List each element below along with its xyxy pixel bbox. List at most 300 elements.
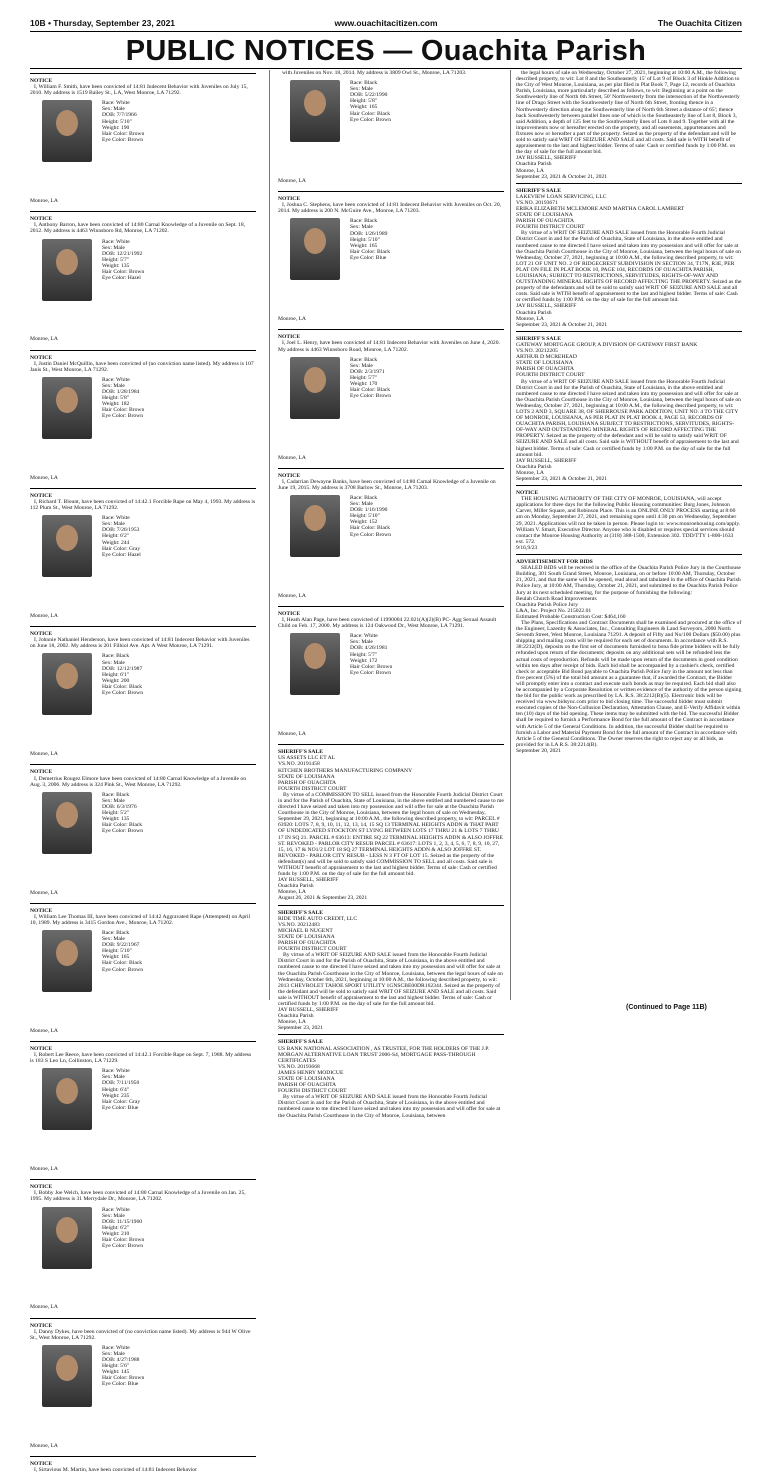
sheriff-sale: [516, 183, 742, 328]
offender-attributes: [102, 100, 144, 143]
sale-line: LAKEVIEW LOAN SERVICING, LLC: [516, 193, 607, 200]
sale-line: STATE OF LOUISIANA: [278, 773, 335, 780]
offender-attributes: [350, 495, 391, 538]
offender-photo: [42, 1207, 92, 1269]
bids-project-line: L&A, Inc. Project No. 215022.01: [516, 607, 592, 614]
offender-attributes: [350, 218, 390, 261]
housing-title: NOTICE: [516, 490, 539, 497]
attr-weight: Weight: 244: [102, 539, 130, 546]
paper-name: The Ouachita Citizen: [657, 18, 742, 28]
sale-signature: Ouachita Parish: [278, 1013, 314, 1020]
sale-line: STATE OF LOUISIANA: [278, 1076, 335, 1082]
attr-eye: Eye Color: Brown: [350, 531, 392, 538]
sale-line: PARISH OF OUACHITA: [278, 779, 337, 786]
continued-label: (Continued to Page 11B): [626, 1004, 707, 1011]
sale-line: FOURTH DISTRICT COURT: [278, 946, 347, 953]
offender-photo: [42, 653, 92, 715]
offender-details: [278, 491, 504, 603]
column-1: [30, 70, 256, 1473]
attr-weight: Weight: 152: [350, 519, 378, 526]
offender-details: [30, 1341, 256, 1453]
masthead-rule: [30, 68, 742, 69]
attr-height: Height: 5'10": [102, 948, 132, 955]
attr-race: Race: Black: [102, 653, 130, 660]
attr-eye: Eye Color: Blue: [350, 254, 387, 261]
notice-title: NOTICE: [278, 196, 301, 203]
offender-details: [30, 373, 256, 485]
sale-continued: [516, 70, 742, 180]
offender-details: [30, 235, 256, 347]
header-rule: [30, 31, 742, 32]
attr-eye: Eye Color: Blue: [102, 1381, 139, 1388]
sale-text: By virtue of a COMMISSION TO SELL issued from the Honorable Fourth Judicial District Court in and for the Parish of Ouachita, State of Louisiana, in the above entitled and numbered cause to me directed I have seized and taken into my possession and will offer for sale at the Ouachita Parish Courthouse in the City of Monroe, Louisiana, between the legal hours of sale on Wednesday, September 29, 2021, beginning at 10:00 A.M., the following described property, to wit: PARCEL # 63920: LOTS 7, 8, 9, 10, 11, 12, 13, 14, 15 SQ 13 TERMINAL HEIGHTS ADDN & THAT PART OF UNDEDICATED STOCKTON ST LYING BETWEEN LOTS 17 THRU 21 & LOTS 7 THRU 17 IN SQ 21. PARCEL # 63613: ENTIRE SQ 22 TERMINAL HEIGHTS ADDN & ALSO JOFFRE ST. REVOKED - PARLOR CITY RESUB PARCEL # 63617: LOTS 1, 2, 3, 4, 5, 6, 7, 8, 9, 10, 27, 15, 16, 17 & NO1/2 LOT 18 SQ 27 TERMINAL HEIGHTS ADDN & ALSO JOFFRE ST. REVOKED - PARLOR CITY RESUB - LESS N 3 FT OF LOT 15. Seized as the property of the defendant(s) and will be sold to satisfy said COMMISSION TO SELL and all costs. Said sale is WITHOUT benefit of appraisement to the last and highest bidder. Terms of sale: Cash or certified funds by 1:00 P.M. on the day of sale for the full amount bid.: [278, 791, 504, 878]
sale-title: SHERIFF'S SALE: [278, 749, 323, 756]
sale-line: RIDE TIME AUTO CREDIT, LLC: [278, 915, 358, 922]
attr-race: Race: White: [102, 515, 130, 522]
sale-line: FOURTH DISTRICT COURT: [516, 372, 585, 379]
housing-notice: [516, 485, 742, 551]
bids-date: September 20, 2021: [516, 747, 561, 754]
attr-height: Height: 5'7": [102, 256, 130, 263]
notice-body: I, Danny Dykes, have been convicted of (no conviction name listed). My address is 944 W Olive St., West Monroe, LA 71292.: [30, 1328, 251, 1341]
offender-notice: [30, 350, 256, 485]
attr-dob: DOB: 1/26/1989: [350, 230, 388, 237]
sale-line: STATE OF LOUISIANA: [278, 933, 335, 940]
attr-sex: Sex: Male: [102, 106, 125, 113]
sale-signature: Ouachita Parish: [516, 309, 552, 316]
offender-details: [30, 926, 256, 1038]
notice-title: NOTICE: [278, 610, 301, 617]
sale-signature: JAY RUSSELL, SHERIFF: [516, 303, 577, 310]
notice-body: I, Sirtavious M. Martin, have been convicted of 14:81 Indecent Behavior: [34, 1466, 197, 1473]
sale-title: SHERIFF'S SALE: [516, 187, 561, 194]
sale-signature: JAY RUSSELL, SHERIFF: [278, 877, 339, 884]
sale-signature: Ouachita Parish: [516, 161, 552, 168]
attr-dob: DOB: 5/22/1990: [350, 92, 388, 99]
attr-weight: Weight: 135: [102, 262, 130, 269]
attr-weight: Weight: 235: [102, 1092, 130, 1099]
sale-signature: Monroe, LA: [278, 889, 306, 896]
attr-hair: Hair Color: Brown: [102, 130, 145, 137]
attr-hair: Hair Color: Black: [350, 387, 391, 394]
attr-height: Height: 5'6": [102, 1363, 130, 1370]
attr-race: Race: Black: [350, 356, 378, 363]
attr-height: Height: 5'8": [102, 395, 130, 402]
attr-height: Height: 5'7": [350, 651, 378, 658]
sale-line: PARISH OF OUACHITA: [516, 218, 575, 225]
sale-line: VS.NO. 20212483: [278, 921, 320, 928]
offender-notice: [30, 764, 256, 899]
attr-sex: Sex: Male: [102, 797, 125, 804]
offender-city: Monroe, LA: [30, 1166, 58, 1173]
attr-sex: Sex: Male: [102, 1350, 125, 1357]
offender-notice: [30, 626, 256, 761]
notice-body: I, William Lee Thomas III, have been convicted of 14:42 Aggravated Rape (Attempted) on April 10, 1989. My address is 3415 Gordon Ave., Monroe, LA 71202.: [30, 913, 251, 926]
bids-project-line: Estimated Probable Construction Cost: $464,160: [516, 613, 626, 620]
offender-details: [278, 214, 504, 326]
attr-race: Race: Black: [350, 494, 378, 501]
offender-photo: [42, 239, 92, 301]
offender-attributes: [102, 239, 144, 282]
attr-sex: Sex: Male: [102, 1074, 125, 1081]
offender-notice: [278, 191, 504, 326]
attr-weight: Weight: 200: [102, 677, 130, 684]
offender-photo: [290, 495, 340, 557]
sale-signature: August 26, 2021 & September 23, 2021: [278, 895, 368, 902]
notice-body: I, Justin Daniel McQuillin, have been convicted of (no conviction name listed). My address is 107 Janis St., West Monroe, LA 71292.: [30, 360, 254, 373]
notice-body: I, Joshua C. Stephens, have been convicted of 14:81 Indecent Behavior with Juveniles on Oct. 20, 2014. My address is 200 N. McGuire Ave., Monroe, LA 71203.: [278, 202, 502, 215]
attr-hair: Hair Color: Black: [102, 960, 143, 967]
sheriff-sale: [278, 905, 504, 1032]
attr-weight: Weight: 170: [350, 381, 378, 388]
attr-sex: Sex: Male: [350, 362, 373, 369]
offender-city: Monroe, LA: [278, 178, 306, 184]
sale-line: FOURTH DISTRICT COURT: [278, 785, 347, 792]
notice-title: NOTICE: [30, 1045, 53, 1052]
notice-title: NOTICE: [30, 1322, 53, 1329]
bids-text: SEALED BIDS will be received in the office of the Ouachita Parish Police Jury in the Courthouse Building, 301 South Grand Street, Monroe, Louisiana, on or before 10:00 AM, Thursday, October 21, 2021, and that the same will be opened, read aloud and tabulated in the office of Ouachita Parish Police Jury, at 10:00 AM, Thursday, October 21, 2021, and submitted to the Ouachita Parish Police Jury at its next scheduled meeting, for the purpose of furnishing the following:: [516, 565, 741, 596]
attr-height: Height: 5'10": [350, 236, 380, 243]
attr-sex: Sex: Male: [350, 639, 373, 646]
notice-body: I, Joel L. Henry, have been convicted of 14:81 Indecent Behavior with Juveniles on June 4, 2020. My address is 4463 Winnsboro Road, Monroe, LA 71202.: [278, 340, 500, 353]
sale-line: ERIKA ELIZABETH MCLEMORE AND MARTHA CAROL LAMBERT: [516, 205, 685, 212]
offender-attributes: [102, 377, 144, 420]
sale-line: GATEWAY MORTGAGE GROUP, A DIVISION OF GATEWAY FIRST BANK: [516, 341, 698, 348]
sale-signature: September 23, 2021 & October 21, 2021: [516, 476, 608, 482]
attr-eye: Eye Color: Brown: [350, 669, 392, 676]
attr-height: Height: 5'7": [350, 374, 378, 381]
column-divider: [269, 70, 270, 1000]
offender-city: Monroe, LA: [30, 751, 58, 758]
notice-title: NOTICE: [30, 492, 53, 499]
sheriff-sale: [278, 1034, 504, 1118]
attr-race: Race: Black: [102, 929, 130, 936]
offender-photo: [290, 633, 340, 695]
offender-photo: [290, 80, 340, 142]
bids-project-line: Ouachita Parish Police Jury: [516, 601, 578, 608]
sale-signature: Monroe, LA: [516, 167, 544, 174]
attr-dob: DOB: 12/12/1987: [102, 665, 143, 672]
offender-attributes: [102, 653, 143, 696]
offender-notice: [278, 606, 504, 741]
offender-notice: [278, 329, 504, 464]
column-2: [278, 70, 504, 1119]
attr-sex: Sex: Male: [102, 244, 125, 251]
sale-line: MICHAEL B NUGENT: [278, 927, 333, 934]
attr-weight: Weight: 172: [350, 657, 378, 664]
attr-eye: Eye Color: Brown: [102, 689, 144, 696]
sale-line: US BANK NATIONAL ASSOCIATION , AS TRUSTEE, FOR THE HOLDERS OF THE J.P. MORGAN ALTERNATIVE LOAN TRUST 2006-S4, MORTGAGE PASS-THROUGH CERTIFICATES: [278, 1045, 490, 1064]
attr-sex: Sex: Male: [350, 501, 373, 508]
sale-text: By virtue of a WRIT OF SEIZURE AND SALE issued from the Honorable Fourth Judicial District Court in and for the Parish of Ouachita, State of Louisiana, in the above entitled and numbered cause to me directed I have seized and taken into my possession and will offer for sale at the Ouachita Parish Courthouse in the City of Monroe, Louisiana, between the legal hours of sale on Wednesday, October 27, 2021, beginning at 10:00 A.M., the following described property, to wit: LOTS 2 AND 3, SQUARE 38, OF SHERROUSE PARK ADDITION, UNIT NO. 4 TO THE CITY OF MONROE, LOUISIANA, AS PER PLAT IN PLAT BOOK 4, PAGE 53, RECORDS OF OUACHITA PARISH, LOUISIANA SUBJECT TO RESTRICTIONS, SERVITUDES, RIGHTS-OF-WAY AND OUTSTANDING MINERAL RIGHTS OF RECORD AFFECTING THE PROPERTY. Seized as the property of the defendant and will be sold to satisfy said WRIT OF SEIZURE AND SALE and all costs. Said sale is WITHOUT benefit of appraisement to the last and highest bidder. Terms of sale: Cash or certified funds by 1:00 P.M. on the day of sale for the full amount bid.: [516, 378, 741, 458]
sale-signature: JAY RUSSELL, SHERIFF: [278, 1007, 339, 1014]
sale-text: By virtue of a WRIT OF SEIZURE AND SALE issued from the Honorable Fourth Judicial District Court in and for the Parish of Ouachita, State of Louisiana, in the above entitled and numbered cause to me directed I have seized and taken into my possession and will offer for sale at the Ouachita Parish Courthouse in the City of Monroe, Louisiana, between the legal hours of sale on Wednesday, October 27, 2021, beginning at 10:00 A.M., the following described property, to wit: LOT 21 OF UNIT NO. 2 OF RIDGECREST SUBDIVISION IN SECTION 34, T17N, R3E, PER PLAT ON FILE IN PLAT BOOK 10, PAGE 104, RECORDS OF OUACHITA PARISH, LOUISIANA; SUBJECT TO RESTRICTIONS, SERVITUDES, RIGHTS-OF-WAY AND OUTSTANDING MINERAL RIGHTS OF RECORD AFFECTING THE PROPERTY. Seized as the property of the defendants and will be sold to satisfy said WRIT OF SEIZURE AND SALE and all costs. Said sale is WITH benefit of appraisement to the last and highest bidder. Terms of sale: Cash or certified funds by 1:00 P.M. on the day of sale for the full amount bid.: [516, 230, 742, 304]
attr-dob: DOB: 9/22/1967: [102, 942, 140, 949]
attr-height: Height: 6'1": [102, 671, 130, 678]
offender-city: Monroe, LA: [278, 454, 306, 461]
sale-title: SHERIFF'S SALE: [516, 335, 561, 342]
site-url[interactable]: www.ouachitacitizen.com: [334, 18, 438, 28]
notice-body: with Juveniles on Nov. 18, 2014. My address is 3809 Owl St., Monroe, LA 71203.: [282, 70, 467, 76]
attr-weight: Weight: 210: [102, 1230, 130, 1237]
bids-title: ADVERTISEMENT FOR BIDS: [516, 559, 593, 566]
notice-title: NOTICE: [278, 334, 301, 341]
attr-height: Height: 5'8": [350, 98, 378, 105]
column-divider: [510, 70, 511, 1000]
attr-hair: Hair Color: Gray: [102, 545, 141, 552]
attr-race: Race: Black: [350, 80, 378, 87]
offender-city: Monroe, LA: [30, 336, 58, 343]
attr-sex: Sex: Male: [350, 86, 373, 93]
attr-weight: Weight: 165: [350, 104, 378, 111]
attr-weight: Weight: 145: [102, 1369, 130, 1376]
offender-photo: [42, 930, 92, 992]
attr-dob: DOB: 4/27/1988: [102, 1357, 140, 1363]
page-info: 10B • Thursday, September 23, 2021: [30, 18, 176, 28]
notice-title: NOTICE: [30, 1460, 53, 1467]
sale-line: ARTHUR D MCREHEAD: [516, 354, 577, 361]
attr-race: Race: White: [102, 1206, 130, 1213]
attr-dob: DOB: 7/7/1966: [102, 112, 137, 119]
offender-notice: [30, 1179, 256, 1314]
sale-signature: Monroe, LA: [516, 469, 544, 476]
offender-details: [278, 353, 504, 465]
sale-text: the legal hours of sale on Wednesday, October 27, 2021, beginning at 10:00 A.M., the following described property, to wit: Lot 8 and the Southeasterly 15' of Lot 9 of Block 3 of Hinkle Addition to the City of West Monroe, Louisiana, as per plat filed in Plat Book 7, Page 12, records of Ouachita Parish, Louisiana, more particularly described as follows, to wit: Beginning at a point on the Southwesterly line of North 6th Street, 50' Northwesterly from the intersection of the Northwesterly line of Drago Street with the Southwesterly line of North 6th Street, fronting thence in a Northwesterly direction along the Southwesterly line of North 6th Street a distance of 65'; thence back Southwesterly between parallel lines one of which is the Southeasterly line of Lot 8, Block 3, said Addition, a depth of 125 feet to the Southwesterly lines of Lots 8 and 9. Together with all the improvements now or hereafter erected on the property, and all easements, appurtenances and fixtures now or hereafter a part of the property. Seized as the property of the defendant and will be sold to satisfy said WRIT OF SEIZURE AND SALE and all costs. Said sale is WITH benefit of appraisement to the last and highest bidder. Terms of sale: Cash or certified funds by 1:00 P.M. on the day of sale for the full amount bid.: [516, 70, 740, 156]
offender-notice: [30, 211, 256, 346]
offender-attributes: [102, 1068, 140, 1111]
offender-attributes: [102, 515, 141, 558]
attr-weight: Weight: 165: [350, 242, 378, 249]
offender-notice: [278, 468, 504, 603]
attr-eye: Eye Color: Brown: [102, 1243, 144, 1250]
attr-hair: Hair Color: Brown: [350, 663, 393, 670]
offender-details: [30, 788, 256, 900]
offender-details: [30, 1203, 256, 1315]
attr-eye: Eye Color: Brown: [350, 393, 392, 400]
sale-line: KITCHEN BROTHERS MANUFACTURING COMPANY: [278, 767, 413, 774]
offender-photo: [42, 792, 92, 854]
offender-details: [30, 96, 256, 208]
notice-title: NOTICE: [30, 216, 53, 223]
attr-sex: Sex: Male: [102, 521, 125, 528]
attr-dob: DOB: 11/15/1960: [102, 1218, 143, 1225]
offender-details: [30, 649, 256, 761]
attr-hair: Hair Color: Brown: [102, 1375, 145, 1382]
sale-line: VS.NO. 20191458: [278, 761, 320, 768]
page-header: [30, 18, 742, 30]
offender-details: [278, 76, 504, 188]
sale-signature: September 23, 2021: [278, 1025, 323, 1032]
attr-hair: Hair Color: Black: [350, 248, 391, 255]
notice-body: I, Cadarrian Dewayne Banks, have been convicted of 14:80 Carnal Knowledge of a Juvenile on June 19, 2015. My address is 3708 Barlow St., Monroe, LA 71203.: [278, 478, 496, 491]
attr-race: Race: White: [102, 238, 130, 245]
notice-title: NOTICE: [30, 769, 53, 776]
attr-sex: Sex: Male: [102, 382, 125, 389]
offender-photo: [42, 377, 92, 439]
offender-notice: [30, 73, 256, 208]
offender-attributes: [350, 633, 392, 676]
offender-city: Monroe, LA: [30, 889, 58, 896]
attr-height: Height: 6'2": [102, 533, 130, 540]
sale-signature: Monroe, LA: [516, 315, 544, 322]
attr-hair: Hair Color: Gray: [102, 1098, 141, 1105]
offender-photo: [42, 1068, 92, 1130]
attr-race: Race: White: [102, 1344, 130, 1351]
attr-hair: Hair Color: Brown: [102, 1237, 145, 1243]
sale-line: PARISH OF OUACHITA: [516, 366, 575, 373]
attr-dob: DOB: 4/26/1981: [350, 645, 388, 652]
sale-title: SHERIFF'S SALE: [278, 1039, 323, 1046]
notice-title: NOTICE: [30, 354, 53, 361]
attr-dob: DOB: 12/21/1992: [102, 250, 143, 257]
attr-eye: Eye Color: Brown: [102, 413, 144, 420]
attr-hair: Hair Color: Black: [350, 525, 391, 532]
attr-sex: Sex: Male: [350, 224, 373, 231]
attr-eye: Eye Color: Hazel: [102, 551, 141, 558]
page-title: PUBLIC NOTICES — Ouachita Parish: [125, 35, 647, 67]
sale-line: VS.NO. 20193671: [516, 199, 558, 206]
notice-title: NOTICE: [278, 472, 301, 479]
bids-text-2: The Plans, Specifications and Contract Documents shall be examined and procured at the office of the Engineer, Lazenby & Associates, Inc., Consulting Engineers & Land Surveyors, 2000 North Seventh Street, West Monroe, Louisiana 71291. A deposit of Fifty and No/100 Dollars ($50.00) plus shipping and mailing costs will be required for each set of documents. In accordance with R.S. 38:2212(D), deposits on the first set of documents furnished to bona fide prime bidders will be fully refunded upon return of the documents; deposits on any additional sets will be refunded less the actual costs of reproduction. Refunds will be made upon return of the documents in good condition within ten days after receipt of bids. Each bid shall be accompanied by a cashier's check, certified check or acceptable Bid Bond payable to Ouachita Parish Police Jury in the amount not less than five percent (5%) of the total bid amount as a guarantee that, if awarded the Contract, the Bidder will promptly enter into a contract and execute such bonds as may be required. Each bid shall also be accompanied by a Corporate Resolution or written evidence of the authority of the person signing the bid for the public work as prescribed by LA. R.S. 38:2212(B)(5). Electronic bids will be received via www.bidsync.com prior to bid closing time. The successful bidder must submit executed copies of the Non-Collusion Declaration, Attestation Clause, and E-Verify Affidavit within ten (10) days of the bid opening. These items may be submitted with the bid. The successful Bidder shall be required to furnish a Performance Bond for the full amount of the Contract in accordance with Article 5 of the General Conditions. In addition, the successful Bidder shall be required to furnish a Labor and Material Payment Bond for the full amount of the Contract in accordance with Article 5 of the General Conditions. The Owner reserves the right to reject any or all bids, as provided for in LA R.S. 38:2214(B).: [516, 619, 742, 748]
offender-notice: [30, 903, 256, 1038]
offender-attributes: [102, 1207, 144, 1250]
attr-weight: Weight: 165: [102, 954, 130, 961]
attr-hair: Hair Color: Brown: [102, 407, 145, 414]
offender-attributes: [350, 357, 391, 400]
attr-height: Height: 5'10": [350, 513, 380, 520]
offender-city: Monroe, LA: [278, 316, 306, 323]
offender-notice: [30, 1041, 256, 1176]
offender-attributes: [102, 792, 143, 835]
offender-city: Monroe, LA: [278, 731, 306, 738]
attr-eye: Eye Color: Brown: [350, 116, 392, 123]
notice-body: I, Heath Alan Page, have been convicted of 11990004 22.021(A)(2)(B) PC- Agg Sexual Assault Child on Feb. 17, 2000. My address is 124 Oakwood Dr., West Monroe, LA 71291.: [278, 617, 497, 630]
attr-dob: DOB: 1/28/1984: [102, 389, 140, 396]
attr-eye: Eye Color: Blue: [102, 1104, 139, 1111]
attr-height: Height: 5'10": [102, 118, 132, 125]
sheriff-sale: [278, 744, 504, 901]
notice-body: I, William F. Smith, have been convicted of 14:81 Indecent Behavior with Juveniles on July 15, 2010. My address is 1519 Bailey St., LA, West Monroe, LA 71292.: [30, 84, 248, 97]
attr-eye: Eye Color: Hazel: [102, 275, 141, 282]
attr-dob: DOB: 7/11/1950: [102, 1080, 140, 1087]
offender-attributes: [350, 80, 391, 123]
sale-line: JAMES HENRY MODICUE: [278, 1069, 344, 1076]
sale-line: STATE OF LOUISIANA: [516, 212, 573, 219]
sale-signature: Ouachita Parish: [278, 883, 314, 890]
sale-line: PARISH OF OUACHITA: [278, 940, 337, 947]
offender-city: Monroe, LA: [30, 1304, 58, 1311]
attr-race: Race: White: [102, 1068, 130, 1075]
offender-photo: [290, 357, 340, 419]
attr-weight: Weight: 182: [102, 401, 130, 408]
sale-line: PARISH OF OUACHITA: [278, 1082, 337, 1089]
offender-city: Monroe, LA: [30, 1027, 58, 1034]
attr-race: Race: Black: [350, 218, 378, 225]
bids-project-line: Beulah Church Road Improvements: [516, 595, 597, 602]
attr-sex: Sex: Male: [102, 936, 125, 943]
offender-city: Monroe, LA: [30, 198, 58, 205]
attr-height: Height: 6'4": [102, 1086, 130, 1093]
sale-line: STATE OF LOUISIANA: [516, 360, 573, 367]
offender-notice: [30, 1456, 256, 1473]
notice-body: I, Richard T. Blount, have been convicted of 14:42.1 Forcible Rape on May 4, 1993. My address is 112 Plum St., West Monroe, LA 71292.: [30, 498, 256, 512]
attr-hair: Hair Color: Brown: [102, 269, 145, 276]
sale-line: VS.NO. 20212205: [516, 348, 558, 355]
offender-attributes: [102, 930, 143, 973]
attr-weight: Weight: 135: [102, 816, 130, 823]
sale-text: By virtue of a WRIT OF SEIZURE AND SALE issued from the Honorable Fourth Judicial District Court in and for the Parish of Ouachita, State of Louisiana, in the above entitled and numbered cause to me directed I have seized and taken into my possession and will offer for sale at the Ouachita Parish Courthouse in the City of Monroe, Louisiana, between the legal hours of sale on Wednesday, October 6th, 2021, beginning at 10:00 A.M., the following described property, to wit: 2013 CHEVROLET TAHOE SPORT UTILITY 1GNSCBE00DR162344. Seized as the property of the defendant and will be sold to satisfy said WRIT OF SEIZURE AND SALE and all costs. Said sale is WITHOUT benefit of appraisement to the last and highest bidder. Terms of sale: Cash or certified funds by 1:00 P.M. on the day of sale for the full amount bid.: [278, 952, 503, 1007]
sale-signature: Monroe, LA: [278, 1019, 306, 1026]
attr-hair: Hair Color: Black: [102, 822, 143, 829]
attr-race: Race: White: [350, 633, 378, 640]
offender-notice-cont: [278, 70, 504, 188]
offender-city: Monroe, LA: [30, 474, 58, 481]
notice-title: NOTICE: [30, 1184, 53, 1191]
attr-dob: DOB: 1/16/1990: [350, 507, 388, 514]
offender-photo: [42, 515, 92, 577]
offender-attributes: [102, 1345, 144, 1388]
sale-line: US ASSETS LLC ET AL: [278, 755, 336, 762]
offender-details: [278, 629, 504, 741]
offender-details: [30, 1064, 256, 1176]
sale-signature: JAY RUSSELL, SHERIFF: [516, 155, 577, 162]
attr-sex: Sex: Male: [102, 659, 125, 666]
offender-notice: [30, 488, 256, 623]
sale-signature: September 23, 2021 & October 21, 2021: [516, 173, 608, 180]
notice-body: I, Bobby Joe Welch, have been convicted of 14:80 Carnal Knowledge of a Juvenile on Jan. 25, 1995. My address is 31 Merrydale Dr., Monroe, LA 71202.: [30, 1190, 246, 1203]
attr-race: Race: Black: [102, 791, 130, 798]
sale-line: VS.NO. 20193668: [278, 1063, 320, 1070]
sale-line: FOURTH DISTRICT COURT: [278, 1088, 347, 1095]
sale-signature: JAY RUSSELL, SHERIFF: [516, 457, 577, 464]
sale-signature: Ouachita Parish: [516, 463, 552, 470]
attr-eye: Eye Color: Brown: [102, 136, 144, 143]
attr-height: Height: 6'2": [102, 1224, 130, 1231]
offender-city: Monroe, LA: [278, 592, 306, 599]
attr-hair: Hair Color: Black: [102, 683, 143, 690]
notice-body: I, Johnnie Nathaniel Henderson, have been convicted of 14:81 Indecent Behavior with Juveniles on June 18, 2002. My address is 201 Filhiol Ave. Apt. A West Monroe, LA 71291.: [30, 637, 250, 650]
attr-height: Height: 5'2": [102, 809, 130, 816]
notice-body: I, Anthony Barron, have been convicted of 14:80 Carnal Knowledge of a Juvenile on Sept. 18, 2012. My address is 4463 Winnsboro Rd, Monroe, LA 71202.: [30, 222, 246, 235]
offender-details: [30, 511, 256, 623]
offender-city: Monroe, LA: [30, 613, 58, 620]
sale-signature: September 23, 2021 & October 21, 2021: [516, 321, 608, 328]
offender-notice: [30, 1318, 256, 1453]
attr-eye: Eye Color: Brown: [102, 966, 144, 973]
attr-dob: DOB: 7/26/1953: [102, 527, 140, 534]
attr-dob: DOB: 2/3/1971: [350, 368, 385, 375]
offender-photo: [290, 218, 340, 280]
attr-sex: Sex: Male: [102, 1212, 125, 1219]
sale-title: SHERIFF'S SALE: [278, 909, 323, 916]
attr-race: Race: White: [102, 376, 130, 383]
sheriff-sale: [516, 331, 742, 482]
attr-eye: Eye Color: Brown: [102, 828, 144, 835]
attr-race: Race: White: [102, 100, 130, 107]
offender-city: Monroe, LA: [30, 1442, 58, 1449]
column-3: [516, 70, 742, 1000]
sale-text: By virtue of a WRIT OF SEIZURE AND SALE issued from the Honorable Fourth Judicial District Court in and for the Parish of Ouachita, State of Louisiana, in the above entitled and numbered cause to me directed I have seized and taken into my possession and will offer for sale at the Ouachita Parish Courthouse in the City of Monroe, Louisiana, between: [278, 1094, 501, 1119]
bid-advertisement: [516, 554, 742, 754]
notice-title: NOTICE: [30, 631, 53, 638]
offender-photo: [42, 100, 92, 162]
notice-body: I, Demetrius Rougez Elmore have been convicted of 14:80 Carnal Knowledge of a Juvenile on Aug. 3, 2006. My address is 324 Pink St., West Monroe, LA 71292.: [30, 775, 247, 788]
attr-hair: Hair Color: Black: [350, 110, 391, 117]
notice-title: NOTICE: [30, 907, 53, 914]
housing-text: THE HOUSING AUTHORITY OF THE CITY OF MONROE, LOUISIANA, will accept applications for three days for the following Public Housing communities: Burg Jones, Johnson Carver, Miller Square, and Robinson Place. This is an ONLINE ONLY PROCESS starting at 8:00 am on Monday, September 27, 2021, and remaining open until 4:30 pm on Wednesday, September 29, 2021. Applications will not be taken in person. Please login to: www.monroehousing.com/apply. William V. Smart, Executive Director. Anyone who is disabled or requires special services should contact the Monroe Housing Authority at (318) 388-1500, Extension 302. TDD/TTY 1-800-1633 ext. 572.: [516, 496, 741, 545]
attr-weight: Weight: 190: [102, 124, 130, 131]
notice-body: I, Robert Lee Reece, have been convicted of 14:42.1 Forcible Rape on Sept. 7, 1988. My address is 183 S Leo Ln, Collinston, LA 71229.: [30, 1052, 252, 1065]
